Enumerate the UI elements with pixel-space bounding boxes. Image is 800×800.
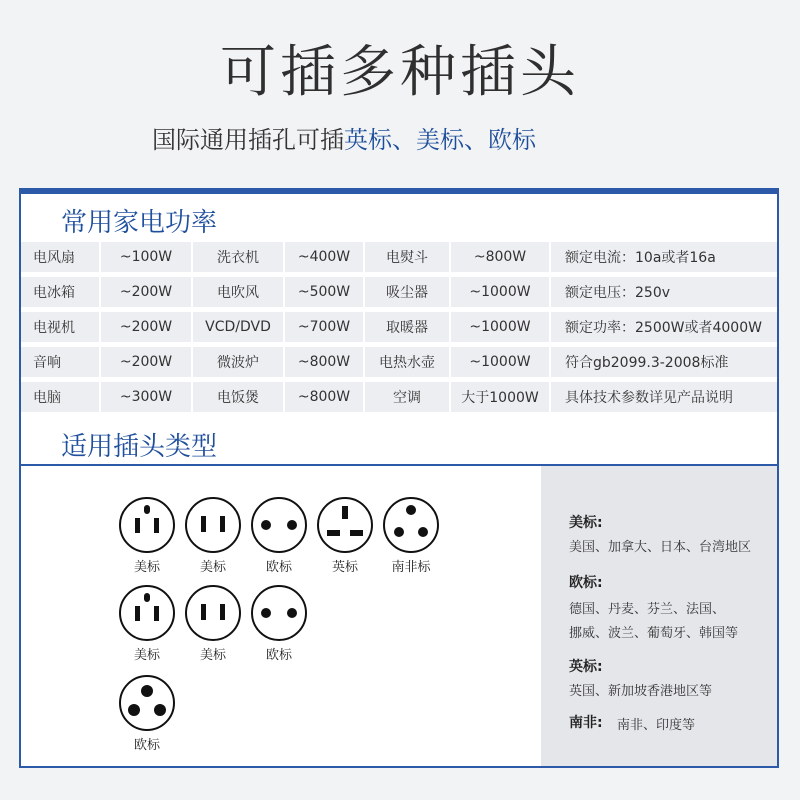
table-row bbox=[21, 242, 777, 272]
content-frame bbox=[19, 188, 779, 768]
eu-2pin-plug-icon bbox=[250, 584, 308, 642]
appliance-power: ~500W bbox=[285, 277, 365, 307]
appliance-name: 电风扇 bbox=[21, 242, 101, 272]
appliance-power: ~700W bbox=[285, 312, 365, 342]
appliance-name: 吸尘器 bbox=[365, 277, 451, 307]
appliance-name: 电熨斗 bbox=[365, 242, 451, 272]
appliance-power: ~800W bbox=[451, 242, 551, 272]
frame-top-bar bbox=[21, 190, 777, 194]
appliance-name: 电脑 bbox=[21, 382, 101, 412]
plug-item bbox=[183, 496, 243, 575]
plug-gallery bbox=[21, 468, 541, 766]
plug-section-heading: 适用插头类型 bbox=[61, 432, 218, 462]
table-row bbox=[21, 277, 777, 307]
plug-item bbox=[381, 496, 441, 575]
appliance-name: 电热水壶 bbox=[365, 347, 451, 377]
region-heading-us: 美标: bbox=[569, 515, 603, 531]
region-text-eu: 德国、丹麦、芬兰、法国、 bbox=[569, 602, 726, 617]
us-2pin-plug-icon bbox=[184, 584, 242, 642]
plug-item bbox=[117, 496, 177, 575]
appliance-name: 洗衣机 bbox=[193, 242, 285, 272]
plug-label: 欧标 bbox=[265, 560, 292, 575]
appliance-name: 电视机 bbox=[21, 312, 101, 342]
spec-text: 具体技术参数详见产品说明 bbox=[565, 390, 733, 406]
appliance-power: ~400W bbox=[285, 242, 365, 272]
subtitle bbox=[152, 120, 536, 155]
plug-label: 英标 bbox=[331, 560, 358, 575]
plug-item bbox=[315, 496, 375, 575]
plug-label: 美标 bbox=[199, 648, 226, 663]
spec-text: 额定功率：2500W或者4000W bbox=[565, 320, 762, 336]
appliance-name: 取暖器 bbox=[365, 312, 451, 342]
table-row bbox=[21, 312, 777, 342]
table-row bbox=[21, 382, 777, 412]
appliance-power: ~1000W bbox=[451, 312, 551, 342]
appliance-power: ~800W bbox=[285, 347, 365, 377]
power-section-heading: 常用家电功率 bbox=[61, 208, 218, 238]
region-text-uk: 英国、新加坡香港地区等 bbox=[569, 684, 713, 699]
appliance-name: 电冰箱 bbox=[21, 277, 101, 307]
appliance-power: ~200W bbox=[101, 277, 193, 307]
appliance-power: ~100W bbox=[101, 242, 193, 272]
subtitle-accent: 英标、美标、欧标 bbox=[344, 126, 536, 154]
plug-item bbox=[183, 584, 243, 663]
region-info-panel bbox=[541, 466, 777, 766]
plug-label: 欧标 bbox=[265, 648, 292, 663]
appliance-name: 电吹风 bbox=[193, 277, 285, 307]
appliance-name: 电饭煲 bbox=[193, 382, 285, 412]
plug-item bbox=[117, 584, 177, 663]
us-3pin-plug-icon bbox=[118, 496, 176, 554]
region-text-us: 美国、加拿大、日本、台湾地区 bbox=[569, 540, 752, 555]
plug-label: 美标 bbox=[133, 648, 160, 663]
eu-2pin-plug-icon bbox=[250, 496, 308, 554]
appliance-power: ~800W bbox=[285, 382, 365, 412]
us-2pin-plug-icon bbox=[184, 496, 242, 554]
plug-label: 美标 bbox=[133, 560, 160, 575]
page-title: 可插多种插头 bbox=[220, 40, 580, 105]
region-text-eu: 挪威、波兰、葡萄牙、韩国等 bbox=[569, 626, 739, 641]
appliance-power: ~1000W bbox=[451, 277, 551, 307]
uk-plug-icon bbox=[316, 496, 374, 554]
spec-text: 额定电压：250v bbox=[565, 285, 671, 301]
plug-item bbox=[117, 674, 177, 753]
appliance-name: 微波炉 bbox=[193, 347, 285, 377]
plug-item bbox=[249, 496, 309, 575]
appliance-power: 大于1000W bbox=[451, 382, 551, 412]
power-table bbox=[21, 242, 777, 417]
appliance-name: VCD/DVD bbox=[193, 312, 285, 342]
plug-label: 南非标 bbox=[391, 560, 431, 575]
appliance-power: ~1000W bbox=[451, 347, 551, 377]
appliance-power: ~200W bbox=[101, 347, 193, 377]
sa-plug-icon bbox=[382, 496, 440, 554]
table-row bbox=[21, 347, 777, 377]
subtitle-prefix: 国际通用插孔可插 bbox=[152, 126, 344, 154]
region-text-sa: 南非、印度等 bbox=[617, 718, 696, 733]
region-heading-uk: 英标: bbox=[569, 659, 603, 675]
appliance-name: 空调 bbox=[365, 382, 451, 412]
appliance-power: ~300W bbox=[101, 382, 193, 412]
eu-3pin-plug-icon bbox=[118, 674, 176, 732]
plug-item bbox=[249, 584, 309, 663]
appliance-power: ~200W bbox=[101, 312, 193, 342]
spec-text: 符合gb2099.3-2008标准 bbox=[565, 355, 729, 371]
region-heading-sa: 南非: bbox=[569, 715, 603, 731]
plug-label: 美标 bbox=[199, 560, 226, 575]
appliance-name: 音响 bbox=[21, 347, 101, 377]
plug-label: 欧标 bbox=[133, 738, 160, 753]
spec-text: 额定电流：10a或者16a bbox=[565, 250, 716, 266]
us-3pin-plug-icon bbox=[118, 584, 176, 642]
region-heading-eu: 欧标: bbox=[569, 575, 603, 591]
